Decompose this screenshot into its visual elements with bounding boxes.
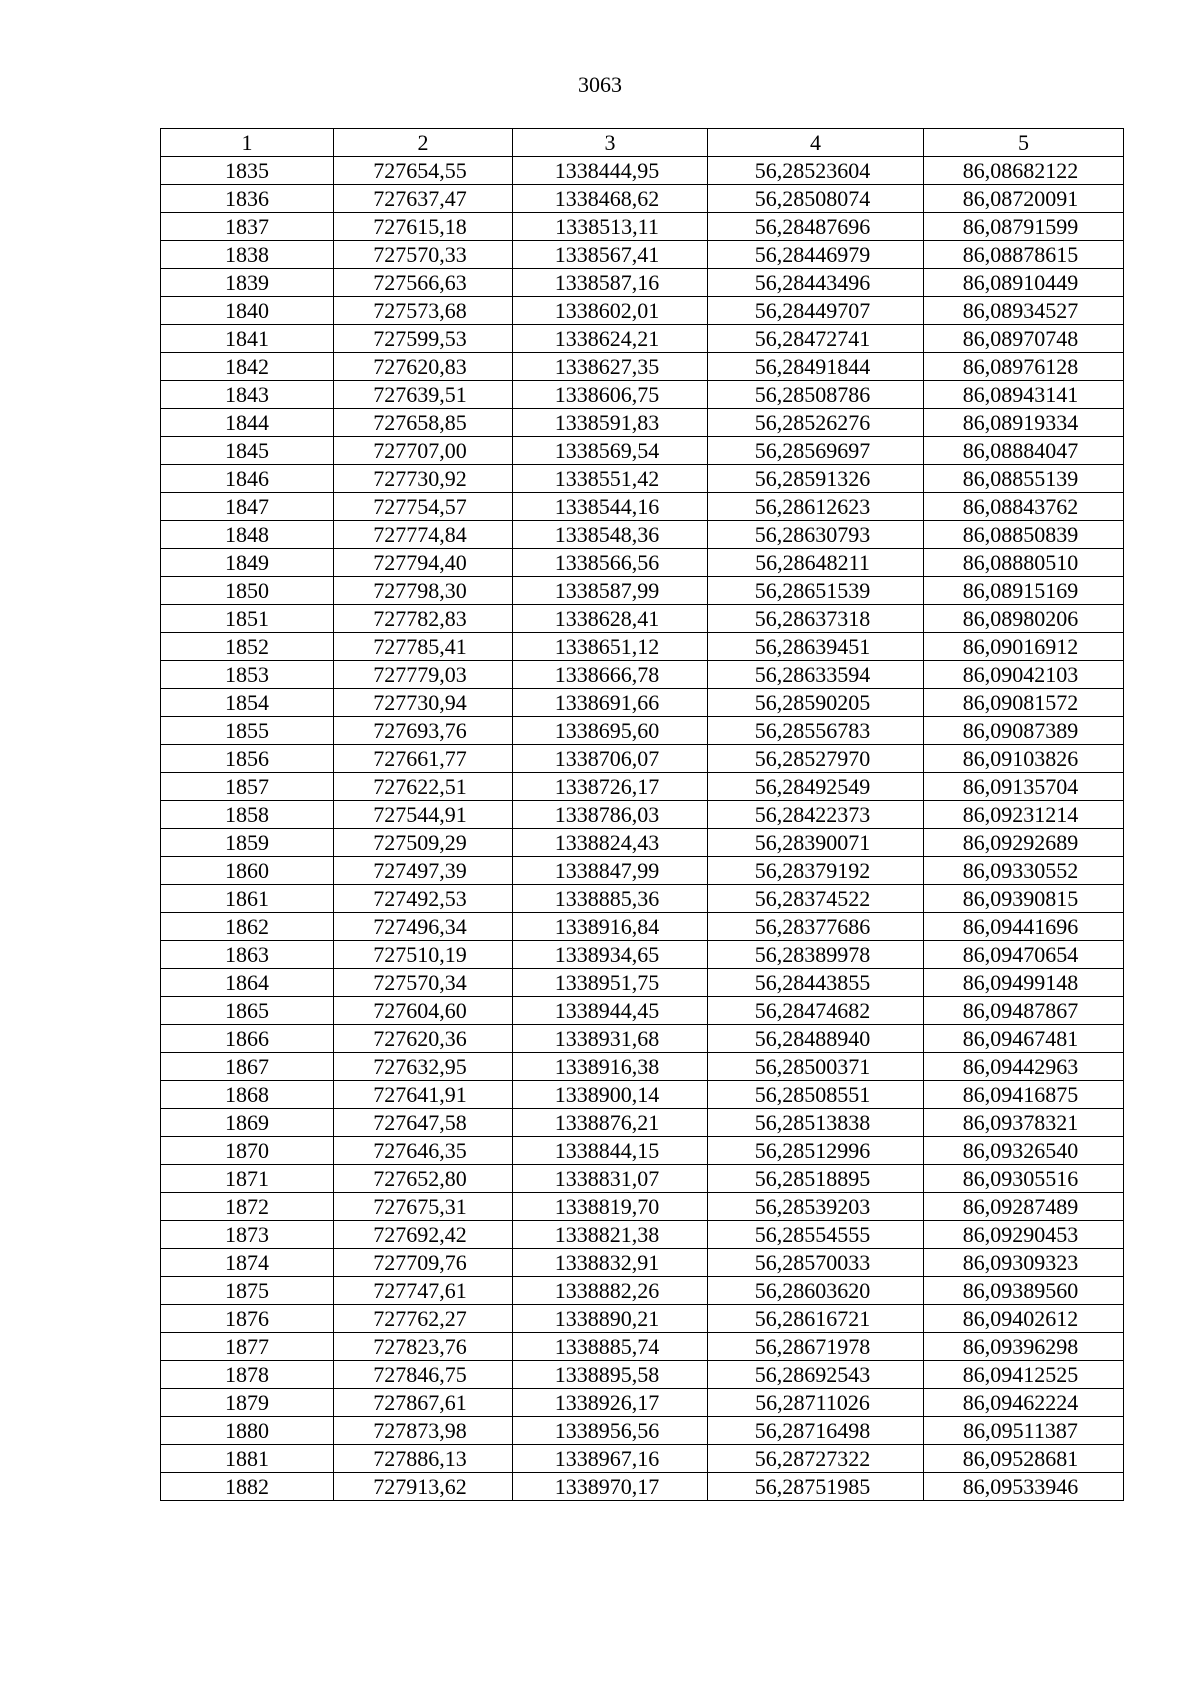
table-row [161,1053,1124,1081]
table-cell: 86,09441696 [924,913,1124,941]
table-row [161,689,1124,717]
table-cell: 1338513,11 [513,213,708,241]
table-cell: 1338695,60 [513,717,708,745]
table-cell: 56,28671978 [708,1333,924,1361]
table-cell: 1338627,35 [513,353,708,381]
table-row [161,521,1124,549]
table-cell: 56,28523604 [708,157,924,185]
table-cell: 56,28443855 [708,969,924,997]
table-cell: 56,28492549 [708,773,924,801]
table-cell: 56,28651539 [708,577,924,605]
table-cell: 56,28639451 [708,633,924,661]
table-row [161,745,1124,773]
table-cell: 727675,31 [334,1193,513,1221]
table-row [161,1249,1124,1277]
table-cell: 86,09087389 [924,717,1124,745]
table-cell: 86,08878615 [924,241,1124,269]
table-cell: 56,28377686 [708,913,924,941]
table-cell: 1338821,38 [513,1221,708,1249]
table-cell: 1338587,16 [513,269,708,297]
table-row [161,829,1124,857]
table-cell: 1338551,42 [513,465,708,493]
table-cell: 727641,91 [334,1081,513,1109]
table-cell: 56,28374522 [708,885,924,913]
table-cell: 727497,39 [334,857,513,885]
table-cell: 1865 [161,997,334,1025]
table-cell: 727709,76 [334,1249,513,1277]
table-cell: 1853 [161,661,334,689]
table-cell: 727632,95 [334,1053,513,1081]
table-cell: 86,08682122 [924,157,1124,185]
table-cell: 1338566,56 [513,549,708,577]
table-cell: 56,28539203 [708,1193,924,1221]
table-cell: 727652,80 [334,1165,513,1193]
table-cell: 56,28379192 [708,857,924,885]
table-cell: 86,09467481 [924,1025,1124,1053]
table-cell: 86,09231214 [924,801,1124,829]
table-cell: 727846,75 [334,1361,513,1389]
table-cell: 86,09389560 [924,1277,1124,1305]
table-row [161,913,1124,941]
table-row [161,1137,1124,1165]
table-cell: 727570,34 [334,969,513,997]
table-cell: 1849 [161,549,334,577]
table-cell: 1848 [161,521,334,549]
table-cell: 1338844,15 [513,1137,708,1165]
column-header: 1 [161,129,334,157]
table-cell: 727867,61 [334,1389,513,1417]
table-cell: 1859 [161,829,334,857]
table-cell: 86,08850839 [924,521,1124,549]
table-cell: 86,08970748 [924,325,1124,353]
table-row [161,1361,1124,1389]
table-cell: 86,09402612 [924,1305,1124,1333]
table-cell: 727794,40 [334,549,513,577]
table-row [161,325,1124,353]
table-cell: 1882 [161,1473,334,1501]
table-cell: 727492,53 [334,885,513,913]
table-cell: 86,08720091 [924,185,1124,213]
table-cell: 1338900,14 [513,1081,708,1109]
table-cell: 727762,27 [334,1305,513,1333]
table-cell: 1875 [161,1277,334,1305]
table-cell: 727658,85 [334,409,513,437]
table-cell: 1851 [161,605,334,633]
table-cell: 727707,00 [334,437,513,465]
table-row [161,1473,1124,1501]
table-cell: 1338651,12 [513,633,708,661]
table-cell: 1338706,07 [513,745,708,773]
table-row [161,241,1124,269]
table-row [161,773,1124,801]
table-row [161,801,1124,829]
table-cell: 727637,47 [334,185,513,213]
table-cell: 727693,76 [334,717,513,745]
table-row [161,885,1124,913]
table-cell: 56,28488940 [708,1025,924,1053]
table-cell: 1338882,26 [513,1277,708,1305]
table-cell: 86,09487867 [924,997,1124,1025]
table-row [161,1193,1124,1221]
table-cell: 1338890,21 [513,1305,708,1333]
table-cell: 86,09528681 [924,1445,1124,1473]
table-cell: 56,28508074 [708,185,924,213]
table-cell: 1857 [161,773,334,801]
table-cell: 727886,13 [334,1445,513,1473]
table-row [161,997,1124,1025]
table-cell: 56,28716498 [708,1417,924,1445]
table-cell: 727785,41 [334,633,513,661]
table-cell: 727730,92 [334,465,513,493]
table-row [161,1445,1124,1473]
table-cell: 727774,84 [334,521,513,549]
table-cell: 1338544,16 [513,493,708,521]
table-cell: 1338567,41 [513,241,708,269]
table-cell: 1877 [161,1333,334,1361]
table-cell: 56,28526276 [708,409,924,437]
table-cell: 1863 [161,941,334,969]
table-cell: 56,28554555 [708,1221,924,1249]
table-cell: 727782,83 [334,605,513,633]
table-cell: 727747,61 [334,1277,513,1305]
table-row [161,1305,1124,1333]
table-cell: 1338602,01 [513,297,708,325]
table-row [161,465,1124,493]
table-cell: 86,09396298 [924,1333,1124,1361]
table-cell: 1870 [161,1137,334,1165]
table-cell: 1338916,84 [513,913,708,941]
table-cell: 56,28390071 [708,829,924,857]
table-row [161,381,1124,409]
table-cell: 1838 [161,241,334,269]
table-row [161,1417,1124,1445]
table-cell: 1850 [161,577,334,605]
table-row [161,633,1124,661]
table-cell: 1338569,54 [513,437,708,465]
table-cell: 86,09442963 [924,1053,1124,1081]
table-cell: 86,09305516 [924,1165,1124,1193]
table-cell: 86,09103826 [924,745,1124,773]
table-cell: 727639,51 [334,381,513,409]
table-row [161,717,1124,745]
table-cell: 1835 [161,157,334,185]
table-cell: 86,08910449 [924,269,1124,297]
table-cell: 86,09292689 [924,829,1124,857]
table-row [161,661,1124,689]
table-cell: 56,28518895 [708,1165,924,1193]
table-cell: 1338468,62 [513,185,708,213]
table-cell: 56,28556783 [708,717,924,745]
table-cell: 86,09309323 [924,1249,1124,1277]
table-cell: 1872 [161,1193,334,1221]
table-cell: 1840 [161,297,334,325]
table-cell: 56,28616721 [708,1305,924,1333]
table-cell: 56,28569697 [708,437,924,465]
table-row [161,1221,1124,1249]
table-cell: 86,09290453 [924,1221,1124,1249]
column-header: 4 [708,129,924,157]
column-header: 2 [334,129,513,157]
table-row [161,1165,1124,1193]
table-cell: 1858 [161,801,334,829]
table-cell: 1846 [161,465,334,493]
table-cell: 727654,55 [334,157,513,185]
table-cell: 56,28630793 [708,521,924,549]
table-cell: 86,08919334 [924,409,1124,437]
table-row [161,1389,1124,1417]
table-row [161,297,1124,325]
table-cell: 1338832,91 [513,1249,708,1277]
table-cell: 56,28603620 [708,1277,924,1305]
table-cell: 86,08880510 [924,549,1124,577]
table-cell: 727496,34 [334,913,513,941]
table-cell: 1338548,36 [513,521,708,549]
table-cell: 56,28590205 [708,689,924,717]
table-cell: 727620,83 [334,353,513,381]
table-cell: 1854 [161,689,334,717]
table-cell: 1880 [161,1417,334,1445]
table-cell: 1338591,83 [513,409,708,437]
table-header-row [161,129,1124,157]
table-cell: 1338876,21 [513,1109,708,1137]
table-cell: 56,28389978 [708,941,924,969]
table-cell: 727566,63 [334,269,513,297]
table-cell: 1869 [161,1109,334,1137]
table-cell: 56,28472741 [708,325,924,353]
table-row [161,437,1124,465]
column-header: 3 [513,129,708,157]
table-cell: 86,09390815 [924,885,1124,913]
table-cell: 56,28591326 [708,465,924,493]
table-cell: 1855 [161,717,334,745]
table-row [161,1025,1124,1053]
table-cell: 727622,51 [334,773,513,801]
table-cell: 56,28751985 [708,1473,924,1501]
table-cell: 727573,68 [334,297,513,325]
table-row [161,157,1124,185]
table-cell: 1338444,95 [513,157,708,185]
table-cell: 727510,19 [334,941,513,969]
table-cell: 727604,60 [334,997,513,1025]
table-row [161,577,1124,605]
table-row [161,185,1124,213]
table-cell: 1338956,56 [513,1417,708,1445]
table-cell: 86,09416875 [924,1081,1124,1109]
table-cell: 1338970,17 [513,1473,708,1501]
table-cell: 727692,42 [334,1221,513,1249]
table-cell: 727779,03 [334,661,513,689]
table-cell: 56,28513838 [708,1109,924,1137]
table-row [161,941,1124,969]
table-cell: 1338944,45 [513,997,708,1025]
table-row [161,605,1124,633]
table-cell: 86,09378321 [924,1109,1124,1137]
table-cell: 1338847,99 [513,857,708,885]
table-cell: 86,09016912 [924,633,1124,661]
table-cell: 56,28648211 [708,549,924,577]
table-cell: 86,09081572 [924,689,1124,717]
table-cell: 56,28570033 [708,1249,924,1277]
table-cell: 56,28491844 [708,353,924,381]
table-cell: 1864 [161,969,334,997]
table-cell: 86,08934527 [924,297,1124,325]
table-cell: 1338926,17 [513,1389,708,1417]
table-cell: 1847 [161,493,334,521]
table-cell: 1338819,70 [513,1193,708,1221]
table-cell: 86,08976128 [924,353,1124,381]
table-cell: 727730,94 [334,689,513,717]
table-cell: 727646,35 [334,1137,513,1165]
table-cell: 727570,33 [334,241,513,269]
table-cell: 56,28711026 [708,1389,924,1417]
table-cell: 56,28527970 [708,745,924,773]
table-cell: 1338931,68 [513,1025,708,1053]
table-cell: 727509,29 [334,829,513,857]
table-cell: 727798,30 [334,577,513,605]
column-header: 5 [924,129,1124,157]
table-cell: 1842 [161,353,334,381]
table-row [161,1277,1124,1305]
table-cell: 727615,18 [334,213,513,241]
table-cell: 86,08843762 [924,493,1124,521]
table-row [161,409,1124,437]
table-cell: 86,08791599 [924,213,1124,241]
table-cell: 1338691,66 [513,689,708,717]
table-cell: 1338666,78 [513,661,708,689]
table-cell: 1874 [161,1249,334,1277]
table-cell: 1338726,17 [513,773,708,801]
coordinates-table [160,128,1124,1501]
table-cell: 1844 [161,409,334,437]
page-number: 3063 [578,72,622,97]
table-cell: 727544,91 [334,801,513,829]
table-cell: 56,28474682 [708,997,924,1025]
table-cell: 86,09462224 [924,1389,1124,1417]
table-row [161,857,1124,885]
table-cell: 727620,36 [334,1025,513,1053]
table-cell: 86,09470654 [924,941,1124,969]
table-cell: 56,28637318 [708,605,924,633]
table-cell: 86,08980206 [924,605,1124,633]
table-row [161,269,1124,297]
table-cell: 56,28422373 [708,801,924,829]
table-cell: 86,09412525 [924,1361,1124,1389]
table-cell: 1878 [161,1361,334,1389]
table-cell: 1837 [161,213,334,241]
table-cell: 86,09533946 [924,1473,1124,1501]
table-cell: 1860 [161,857,334,885]
table-cell: 727647,58 [334,1109,513,1137]
table-cell: 86,09326540 [924,1137,1124,1165]
table-cell: 86,09511387 [924,1417,1124,1445]
table-cell: 1867 [161,1053,334,1081]
table-cell: 56,28692543 [708,1361,924,1389]
table-cell: 1839 [161,269,334,297]
table-cell: 1338606,75 [513,381,708,409]
table-cell: 1338916,38 [513,1053,708,1081]
table-cell: 1338628,41 [513,605,708,633]
table-cell: 86,08855139 [924,465,1124,493]
table-cell: 727913,62 [334,1473,513,1501]
table-cell: 56,28508786 [708,381,924,409]
table-row [161,1109,1124,1137]
table-cell: 1866 [161,1025,334,1053]
table-cell: 1338967,16 [513,1445,708,1473]
table-cell: 727873,98 [334,1417,513,1445]
table-cell: 1836 [161,185,334,213]
table-cell: 727661,77 [334,745,513,773]
table-row [161,353,1124,381]
table-cell: 86,08884047 [924,437,1124,465]
table-cell: 1852 [161,633,334,661]
table-cell: 727599,53 [334,325,513,353]
table-cell: 86,09330552 [924,857,1124,885]
table-cell: 1338951,75 [513,969,708,997]
table-row [161,1333,1124,1361]
table-cell: 86,09287489 [924,1193,1124,1221]
table-cell: 1868 [161,1081,334,1109]
table-cell: 1841 [161,325,334,353]
table-cell: 56,28727322 [708,1445,924,1473]
table-cell: 727823,76 [334,1333,513,1361]
table-cell: 1338624,21 [513,325,708,353]
table-cell: 1338824,43 [513,829,708,857]
table-cell: 1856 [161,745,334,773]
table-cell: 1879 [161,1389,334,1417]
table-cell: 56,28633594 [708,661,924,689]
table-cell: 56,28443496 [708,269,924,297]
table-cell: 1338885,36 [513,885,708,913]
table-cell: 56,28446979 [708,241,924,269]
table-row [161,213,1124,241]
table-cell: 86,09042103 [924,661,1124,689]
table-cell: 1871 [161,1165,334,1193]
table-cell: 1881 [161,1445,334,1473]
table-cell: 56,28612623 [708,493,924,521]
table-cell: 86,09499148 [924,969,1124,997]
table-cell: 56,28512996 [708,1137,924,1165]
table-cell: 56,28508551 [708,1081,924,1109]
table-cell: 1861 [161,885,334,913]
table-cell: 1338587,99 [513,577,708,605]
table-cell: 1876 [161,1305,334,1333]
table-cell: 1338885,74 [513,1333,708,1361]
table-cell: 727754,57 [334,493,513,521]
table-cell: 1338786,03 [513,801,708,829]
table-row [161,549,1124,577]
table-row [161,969,1124,997]
table-cell: 86,09135704 [924,773,1124,801]
table-cell: 1338895,58 [513,1361,708,1389]
table-cell: 86,08943141 [924,381,1124,409]
table-row [161,493,1124,521]
table-cell: 56,28487696 [708,213,924,241]
table-cell: 1873 [161,1221,334,1249]
table-cell: 1862 [161,913,334,941]
table-cell: 1845 [161,437,334,465]
table-cell: 56,28500371 [708,1053,924,1081]
table-cell: 86,08915169 [924,577,1124,605]
table-cell: 1338831,07 [513,1165,708,1193]
table-row [161,1081,1124,1109]
table-cell: 1843 [161,381,334,409]
table-cell: 56,28449707 [708,297,924,325]
table-cell: 1338934,65 [513,941,708,969]
